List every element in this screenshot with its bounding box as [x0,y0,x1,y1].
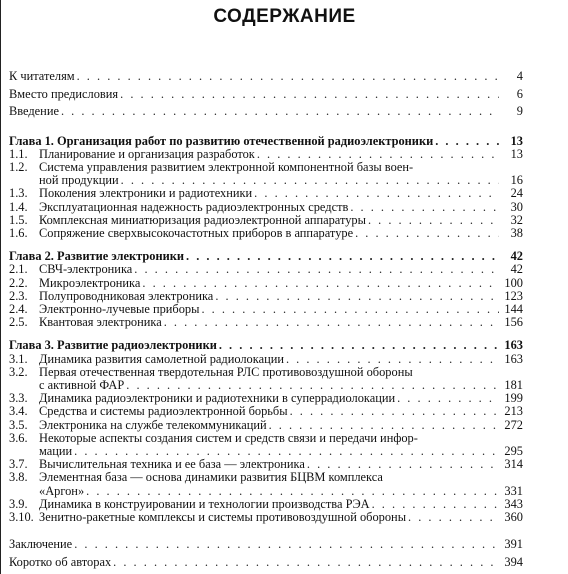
dot-leader [254,187,499,200]
page-number: 13 [510,146,523,161]
dot-leader [77,70,499,83]
entry-text: Микроэлектроника [39,275,141,290]
page-number: 181 [504,377,523,392]
page-number: 163 [504,338,523,353]
dot-leader [113,556,499,569]
page-title: СОДЕРЖАНИЕ [213,6,356,27]
toc-section [9,187,523,200]
section-number: 3.2. [9,364,28,379]
entry-text: Поколения электроники и радиотехники [39,186,253,201]
page-number: 16 [510,173,523,188]
toc-section [9,227,523,240]
toc-entry [9,88,523,101]
entry-text: Динамика в конструировании и технологии производства РЭА [39,496,370,511]
dot-leader [372,498,499,511]
toc-section [9,458,523,471]
entry-text: Глава 3. Развитие радиоэлектроники [9,338,217,353]
dot-leader [368,214,499,227]
entry-text: Введение [9,104,59,118]
page-number: 42 [510,262,523,277]
entry-text: Элементная база — основа динамики развития БЦВМ комплекса [39,470,383,485]
toc-section [9,511,523,524]
section-number: 1.2. [9,159,28,174]
page-number: 156 [504,315,523,330]
section-number: 3.7. [9,457,28,472]
page-number: 295 [504,443,523,458]
dot-leader [201,303,499,316]
toc-section-continued [9,471,523,484]
entry-text: мации [39,443,73,458]
entry-text: Заключение [9,537,73,552]
chapter-heading [9,339,523,352]
section-number: 1.4. [9,199,28,214]
entry-text: Некоторые аспекты создания систем и средств связи и передачи инфор- [39,430,418,445]
toc-section [9,277,523,290]
page-number: 391 [504,537,523,552]
dot-leader [435,135,499,148]
entry-text: Коротко об авторах [9,554,112,569]
dot-leader [257,148,499,161]
entry-text: Сопряжение сверхвысокочастотных приборов в аппаратуре [39,225,354,240]
dot-leader [61,105,499,118]
entry-text: Полупроводниковая электроника [39,288,214,303]
dot-leader [408,511,499,524]
page-number: 38 [510,225,523,240]
section-number: 2.4. [9,301,28,316]
toc-section [9,353,523,366]
page-number: 30 [510,199,523,214]
entry-text: Квантовая электроника [39,315,162,330]
section-number: 1.5. [9,212,28,227]
entry-text: Глава 2. Развитие электроники [9,249,185,264]
chapter-heading [9,135,523,148]
toc-section [9,498,523,511]
toc-section-continued [9,366,523,379]
entry-text: «Аргон» [39,483,85,498]
entry-text: Динамика радиоэлектроники и радиотехники в суперрадиолокации [39,391,396,406]
section-number: 3.6. [9,430,28,445]
page-number: 144 [504,301,523,316]
entry-text: К читателям [9,69,75,83]
section-number: 2.1. [9,262,28,277]
dot-leader [121,174,499,187]
page-number: 13 [510,133,523,148]
toc-section [9,174,523,187]
toc-section [9,379,523,392]
entry-text: Динамика развития самолетной радиолокации [39,351,284,366]
toc-section [9,445,523,458]
section-number: 1.1. [9,146,28,161]
toc-section-continued [9,432,523,445]
toc-section [9,316,523,329]
dot-leader [134,263,499,276]
entry-text: ной продукции [39,173,119,188]
section-number: 3.1. [9,351,28,366]
dot-leader [164,316,499,329]
toc-entry [9,70,523,83]
toc-section [9,303,523,316]
page-number: 360 [504,509,523,524]
page-number: 9 [516,104,523,118]
entry-text: Первая отечественная твердотельная РЛС противовоздушной обороны [39,364,413,379]
page-number: 42 [510,249,523,264]
dot-leader [74,445,499,458]
section-number: 3.9. [9,496,28,511]
section-number: 3.10. [9,509,34,524]
page-number: 123 [504,288,523,303]
toc-section [9,201,523,214]
section-number: 3.5. [9,417,28,432]
toc-section [9,419,523,432]
dot-leader [86,485,499,498]
dot-leader [126,379,499,392]
page-number: 24 [510,186,523,201]
dot-leader [74,538,499,551]
page-number: 272 [504,417,523,432]
page-number: 32 [510,212,523,227]
dot-leader [186,250,499,263]
entry-text: Планирование и организация разработок [39,146,255,161]
toc-section [9,392,523,405]
section-number: 1.3. [9,186,28,201]
dot-leader [269,419,499,432]
section-number: 2.5. [9,315,28,330]
entry-text: Средства и системы радиоэлектронной борьбы [39,404,288,419]
entry-text: Эксплуатационная надежность радиоэлектронных средств [39,199,349,214]
toc-section [9,485,523,498]
section-number: 1.6. [9,225,28,240]
chapter-heading [9,250,523,263]
dot-leader [120,88,499,101]
toc-entry [9,105,523,118]
toc-entry [9,538,523,551]
entry-text: Вместо предисловия [9,86,119,101]
section-number: 3.8. [9,470,28,485]
page-number: 4 [516,69,523,83]
dot-leader [286,353,499,366]
section-number: 2.2. [9,275,28,290]
toc-section [9,405,523,418]
entry-text: СВЧ-электроника [39,262,133,277]
entry-text: Система управления развитием электронной компонентной базы воен- [39,159,414,174]
toc-section [9,214,523,227]
toc-section [9,148,523,161]
dot-leader [350,201,499,214]
toc-section [9,290,523,303]
page-number: 199 [504,391,523,406]
entry-text: Электронно-лучевые приборы [39,301,200,316]
dot-leader [142,277,499,290]
dot-leader [219,339,499,352]
entry-text: с активной ФАР [39,377,125,392]
page-number: 6 [516,86,523,101]
page-number: 100 [504,275,523,290]
dot-leader [290,405,499,418]
entry-text: Глава 1. Организация работ по развитию отечественной радиоэлектроники [9,133,434,148]
toc-entry [9,556,523,569]
dot-leader [397,392,499,405]
page-number: 331 [504,483,523,498]
dot-leader [215,290,499,303]
entry-text: Комплексная миниатюризация радиоэлектронной аппаратуры [39,212,366,227]
toc-section-continued [9,161,523,174]
entry-text: Зенитно-ракетные комплексы и системы противовоздушной обороны [39,509,407,524]
page-number: 343 [504,496,523,511]
page-number: 213 [504,404,523,419]
section-number: 3.4. [9,404,28,419]
toc-section [9,263,523,276]
dot-leader [355,227,499,240]
dot-leader [307,458,499,471]
page-number: 163 [504,351,523,366]
entry-text: Электроника на службе телекоммуникаций [39,417,267,432]
entry-text: Вычислительная техника и ее база — электроника [39,457,305,472]
page-number: 314 [504,457,523,472]
section-number: 2.3. [9,288,28,303]
section-number: 3.3. [9,391,28,406]
page-number: 394 [504,554,523,569]
